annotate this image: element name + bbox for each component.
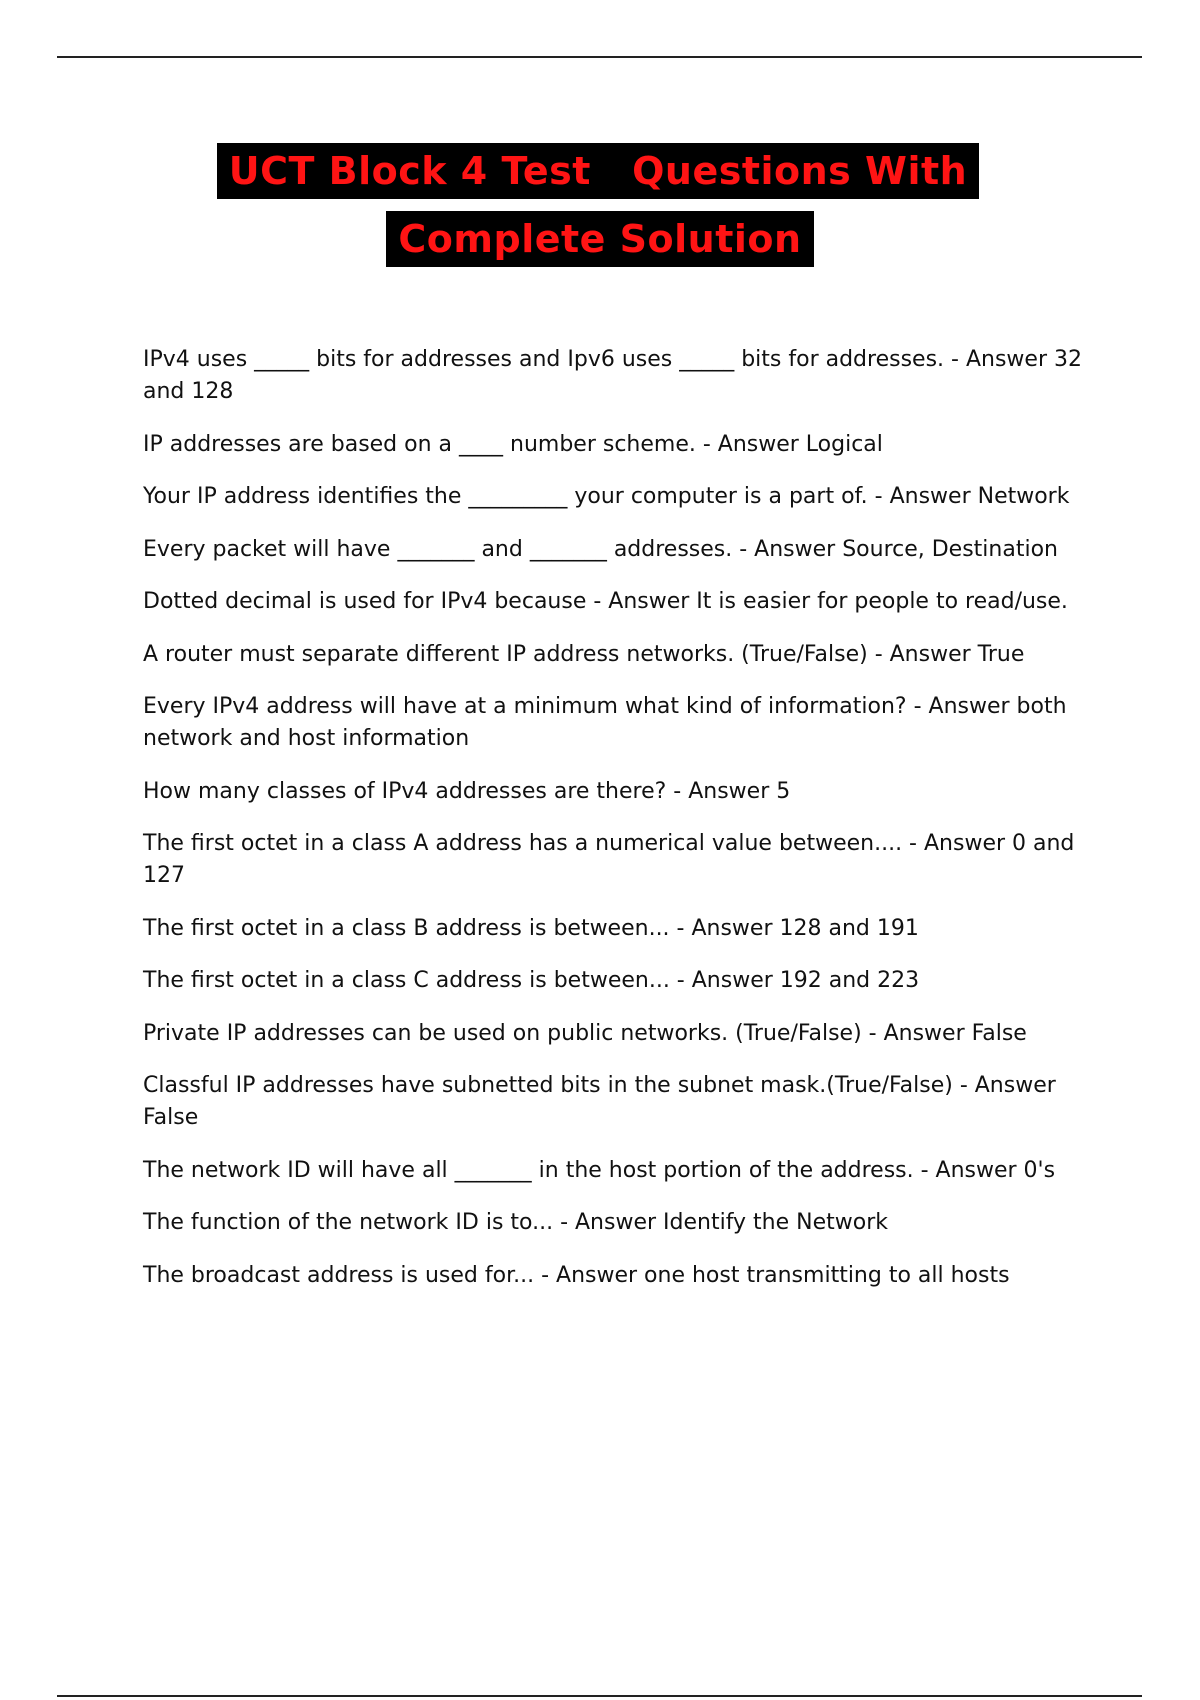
question-item: How many classes of IPv4 addresses are there? - Answer 5 [143,778,791,804]
question-item: A router must separate different IP address networks. (True/False) - Answer True [143,641,1025,667]
title-line-1: UCT Block 4 Test Questions With [217,143,979,199]
question-item: The first octet in a class C address is between... - Answer 192 and 223 [143,968,920,993]
top-rule [57,56,1142,58]
question-item: Classful IP addresses have subnetted bits in the subnet mask.(True/False) - Answer False [143,1073,1056,1130]
question-item: The first octet in a class B address is between... - Answer 128 and 191 [143,915,919,941]
question-list [143,344,1083,1312]
bottom-rule [57,1695,1142,1697]
question-item: Dotted decimal is used for IPv4 because - Answer It is easier for people to read/use. [143,589,1068,614]
document-title [0,143,1200,267]
question-item: Private IP addresses can be used on public networks. (True/False) - Answer False [143,1020,1027,1046]
question-item: IPv4 uses _____ bits for addresses and Ipv6 uses _____ bits for addresses. - Answer 32 and 128 [143,347,1082,404]
question-item: The broadcast address is used for... - Answer one host transmitting to all hosts [143,1262,1010,1288]
question-item: IP addresses are based on a ____ number scheme. - Answer Logical [143,431,883,457]
question-item: Every packet will have _______ and _______ addresses. - Answer Source, Destination [143,536,1058,562]
question-item: The first octet in a class A address has a numerical value between.... - Answer 0 and 127 [143,831,1075,888]
question-item: Your IP address identifies the _________ your computer is a part of. - Answer Network [143,484,1070,509]
question-item: Every IPv4 address will have at a minimum what kind of information? - Answer both network and host information [143,694,1067,751]
question-item: The function of the network ID is to... - Answer Identify the Network [143,1210,889,1235]
question-item: The network ID will have all _______ in the host portion of the address. - Answer 0's [143,1157,1056,1183]
title-line-2: Complete Solution [386,211,813,267]
